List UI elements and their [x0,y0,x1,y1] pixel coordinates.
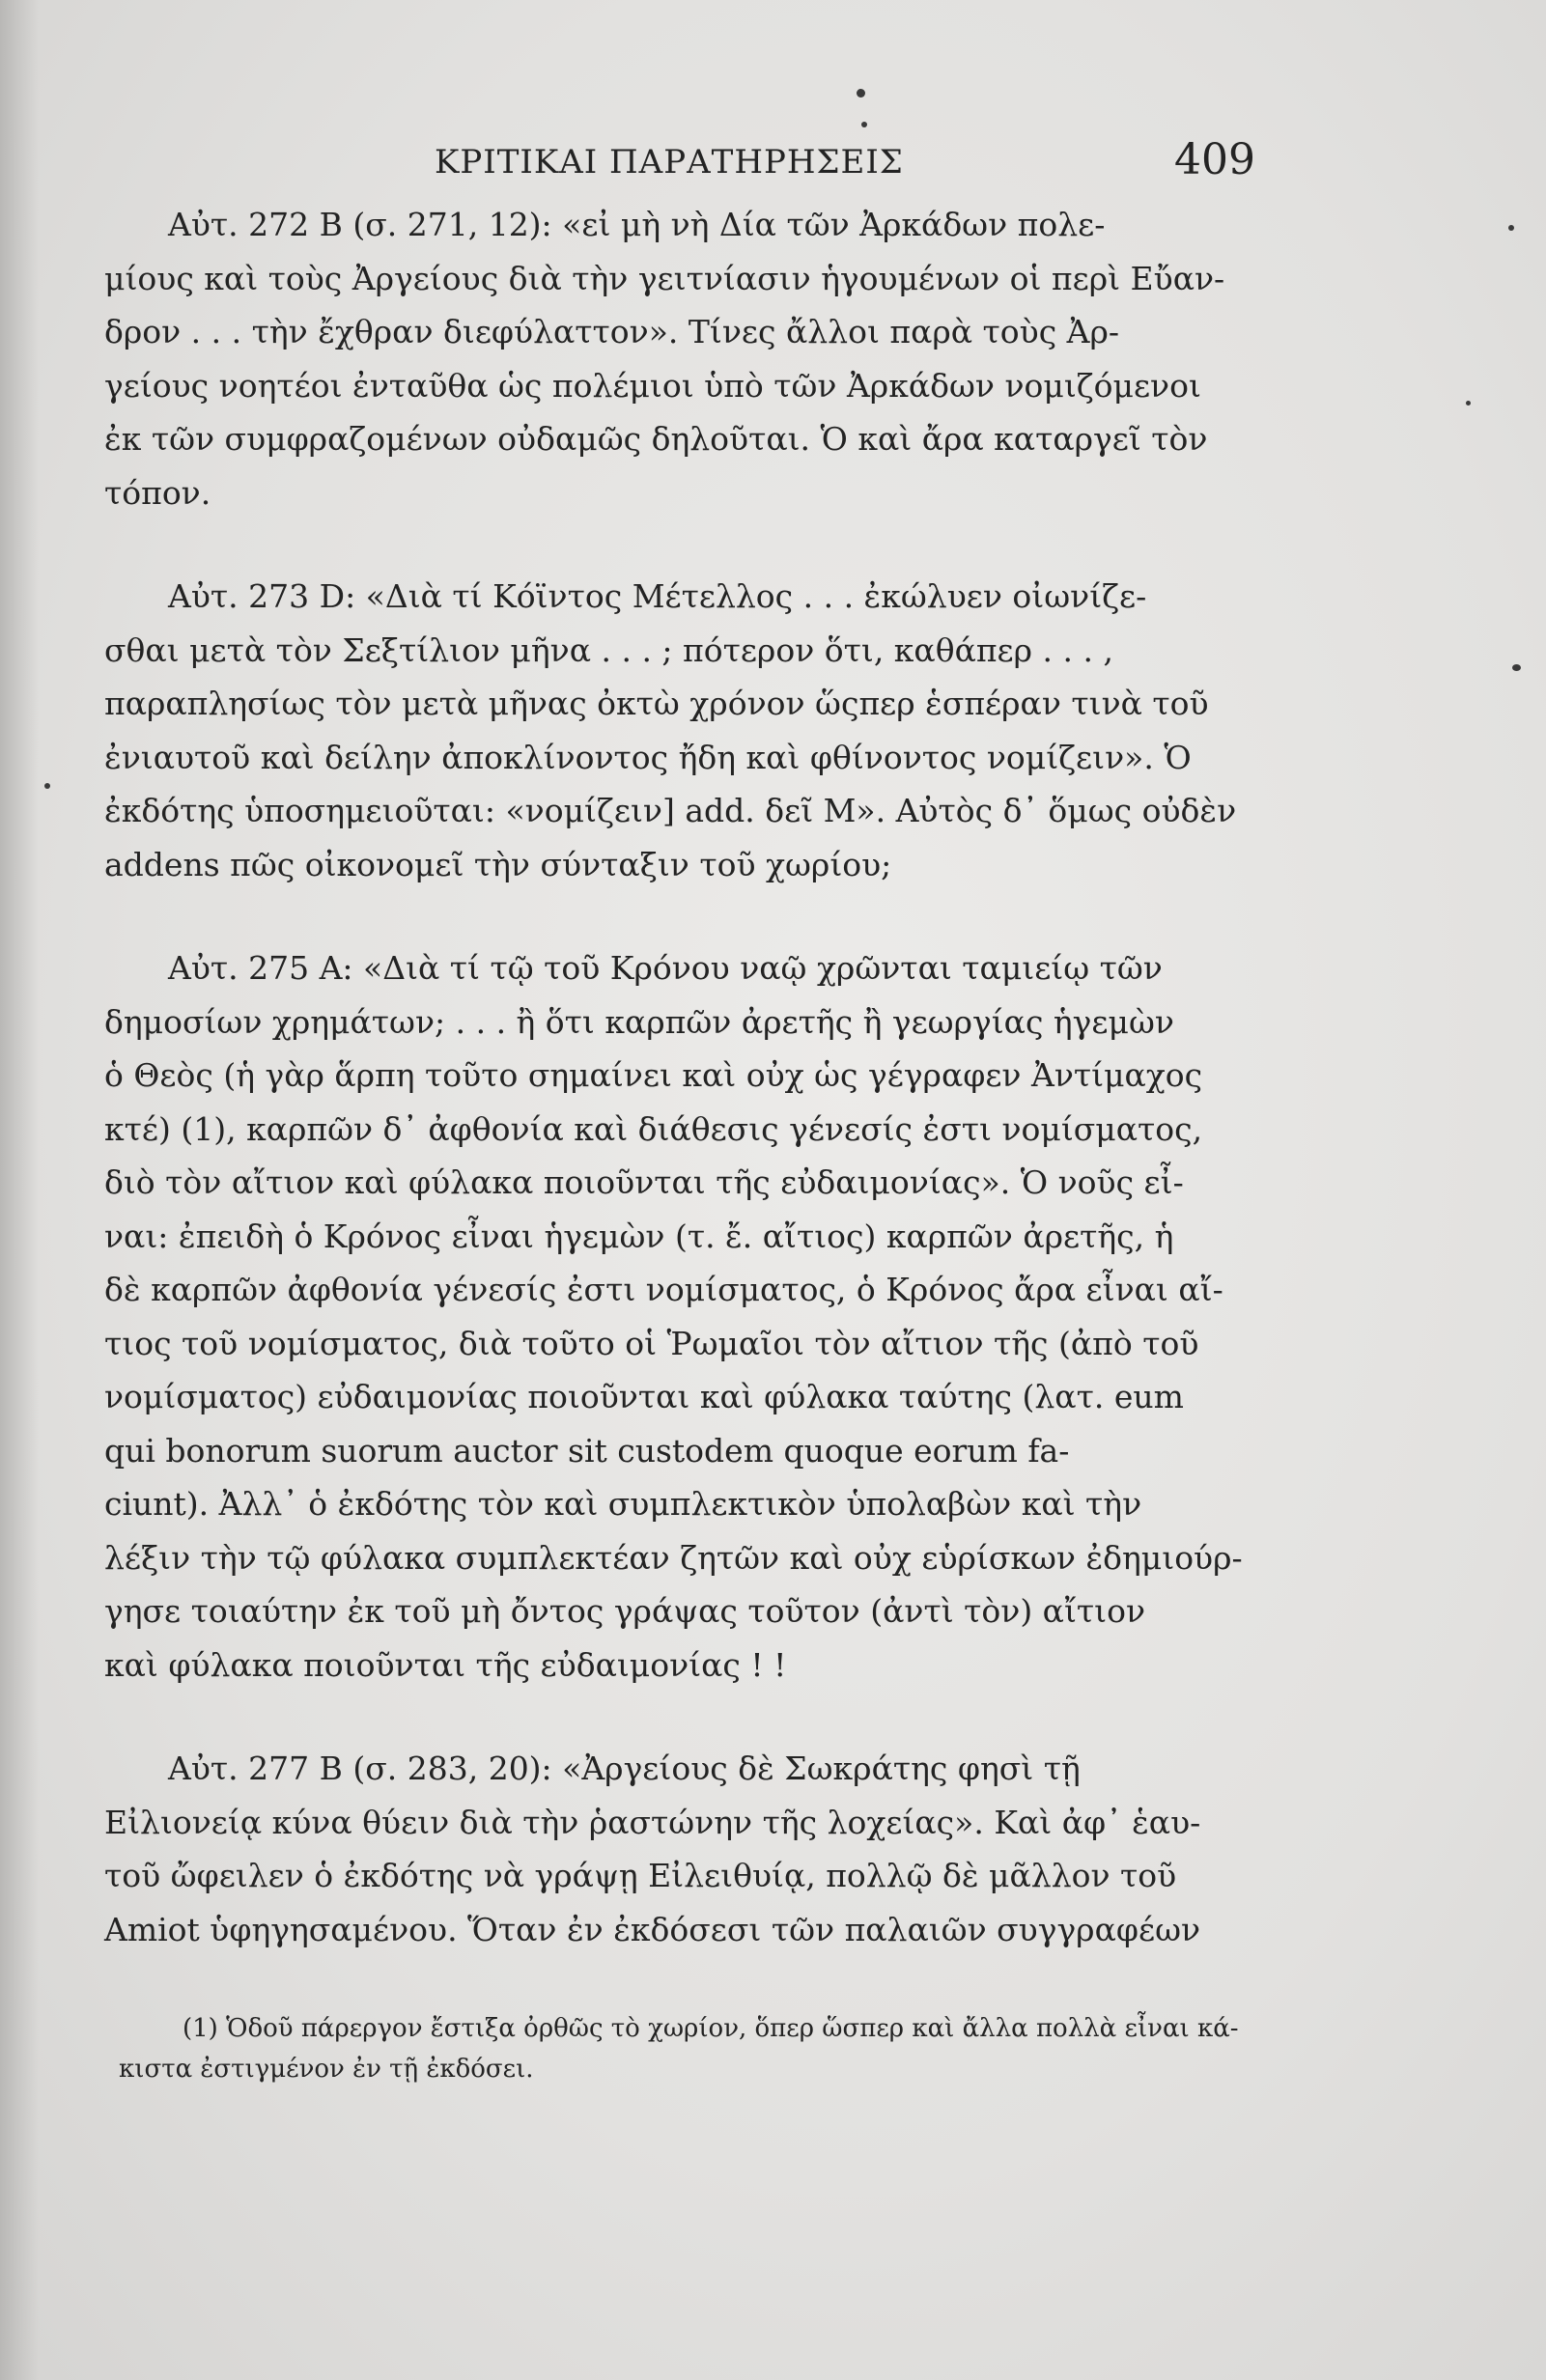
text-line: Αὐτ. 275 Α: «Διὰ τί τῷ τοῦ Κρόνου ναῷ χρῶνται ταμιείῳ τῶν [168,949,1163,987]
text-line: μίους καὶ τοὺς Ἀργείους διὰ τὴν γειτνίασιν ἡγουμένων οἱ περὶ Εὔαν- [104,259,1225,297]
text-line: γείους νοητέοι ἐνταῦθα ὡς πολέμιοι ὑπὸ τῶν Ἀρκάδων νομιζόμενοι [104,366,1201,405]
text-line: διὸ τὸν αἴτιον καὶ φύλακα ποιοῦνται τῆς εὐδαιμονίας». Ὁ νοῦς εἶ- [104,1163,1184,1201]
ink-speck [44,783,50,789]
text-line: τοῦ ὤφειλεν ὁ ἐκδότης νὰ γράψῃ Εἰλειθυίᾳ, πολλῷ δὲ μᾶλλον τοῦ [104,1857,1177,1894]
text-line: qui bonorum suorum auctor sit custodem quoque eorum fa- [104,1431,1070,1470]
text-line: τόπον. [104,473,211,512]
text-line: Αὐτ. 272 Β (σ. 271, 12): «εἰ μὴ νὴ Δία τῶν Ἀρκάδων πολε- [168,206,1106,243]
paragraph-gap [104,891,1263,941]
page-header [135,135,1255,193]
main-text [104,198,1263,1956]
text-line: δρον . . . τὴν ἔχθραν διεφύλαττον». Τίνες ἄλλοι παρὰ τοὺς Ἀρ- [104,313,1120,350]
text-line: καὶ φύλακα ποιοῦνται τῆς εὐδαιμονίας ! ! [104,1645,787,1684]
text-line: λέξιν τὴν τῷ φύλακα συμπλεκτέαν ζητῶν καὶ οὐχ εὑρίσκων ἐδημιούρ- [104,1538,1243,1577]
text-line: ὁ Θεὸς (ἡ γὰρ ἅρπη τοῦτο σημαίνει καὶ οὐχ ὡς γέγραφεν Ἀντίμαχος [104,1056,1203,1094]
ink-speck [861,122,867,127]
text-line: ἐκδότης ὑποσημειοῦται: «νομίζειν] add. δεῖ M». Αὐτὸς δ᾽ ὅμως οὐδὲν [104,792,1237,829]
text-line: παραπλησίως τὸν μετὰ μῆνας ὀκτὼ χρόνον ὥςπερ ἑσπέραν τινὰ τοῦ [104,685,1209,722]
text-line: ciunt). Ἀλλ᾽ ὁ ἐκδότης τὸν καὶ συμπλεκτικὸν ὑπολαβὼν καὶ τὴν [104,1485,1142,1523]
page-number: 409 [1174,135,1255,184]
paragraph-272b [104,198,1263,519]
text-line: νομίσματος) εὐδαιμονίας ποιοῦνται καὶ φύλακα ταύτης (λατ. eum [104,1378,1184,1415]
footnote-line: (1) Ὁδοῦ πάρεργον ἔστιξα ὀρθῶς τὸ χωρίον, ὅπερ ὥσπερ καὶ ἄλλα πολλὰ εἶναι κά- [183,2014,1239,2043]
footnotes [119,2008,1258,2089]
text-line: addens πῶς οἰκονομεῖ τὴν σύνταξιν τοῦ χωρίου; [104,845,892,883]
paragraph-gap [104,519,1263,570]
text-line: Amiot ὑφηγησαμένου. Ὅταν ἐν ἐκδόσεσι τῶν παλαιῶν συγγραφέων [104,1910,1201,1948]
text-line: Αὐτ. 273 D: «Διὰ τί Κόϊντος Μέτελλος . . . ἐκώλυεν οἰωνίζε- [168,577,1147,615]
paragraph-277b [104,1742,1263,1956]
binding-shadow [0,0,39,2380]
paragraph-273d [104,570,1263,891]
ink-speck [1508,225,1514,231]
text-line: ἐνιαυτοῦ καὶ δείλην ἀποκλίνοντος ἤδη καὶ φθίνοντος νομίζειν». Ὁ [104,738,1192,776]
text-line: Εἰλιονείᾳ κύνα θύειν διὰ τὴν ῥαστώνην τῆς λοχείας». Καὶ ἀφ᾽ ἑαυ- [104,1803,1201,1841]
paragraph-275a [104,941,1263,1692]
text-line: δὲ καρπῶν ἀφθονία γένεσίς ἐστι νομίσματος, ὁ Κρόνος ἄρα εἶναι αἴ- [104,1271,1223,1308]
footnote-line: κιστα ἐστιγμένον ἐν τῇ ἐκδόσει. [119,2055,534,2084]
running-title: ΚΡΙΤΙΚΑΙ ΠΑΡΑΤΗΡΗΣΕΙΣ [435,143,904,182]
text-line: ναι: ἐπειδὴ ὁ Κρόνος εἶναι ἡγεμὼν (τ. ἔ. αἴτιος) καρπῶν ἀρετῆς, ἡ [104,1217,1174,1255]
paragraph-gap [104,1692,1263,1742]
text-line: ἐκ τῶν συμφραζομένων οὐδαμῶς δηλοῦται. Ὁ καὶ ἄρα καταργεῖ τὸν [104,420,1208,458]
text-line: κτέ) (1), καρπῶν δ᾽ ἀφθονία καὶ διάθεσις γένεσίς ἐστι νομίσματος, [104,1109,1203,1148]
text-line: τιος τοῦ νομίσματος, διὰ τοῦτο οἱ Ῥωμαῖοι τὸν αἴτιον τῆς (ἀπὸ τοῦ [104,1324,1199,1362]
ink-speck [1466,401,1471,406]
text-line: γησε τοιαύτην ἐκ τοῦ μὴ ὄντος γράψας τοῦτον (ἀντὶ τὸν) αἴτιον [104,1592,1146,1630]
text-line: δημοσίων χρημάτων; . . . ἢ ὅτι καρπῶν ἀρετῆς ἢ γεωργίας ἡγεμὼν [104,1002,1174,1041]
ink-speck [1512,664,1521,671]
text-line: Αὐτ. 277 Β (σ. 283, 20): «Ἀργείους δὲ Σωκράτης φησὶ τῇ [168,1750,1081,1787]
text-line: σθαι μετὰ τὸν Σεξτίλιον μῆνα . . . ; πότερον ὅτι, καθάπερ . . . , [104,630,1113,669]
ink-speck [857,89,865,98]
